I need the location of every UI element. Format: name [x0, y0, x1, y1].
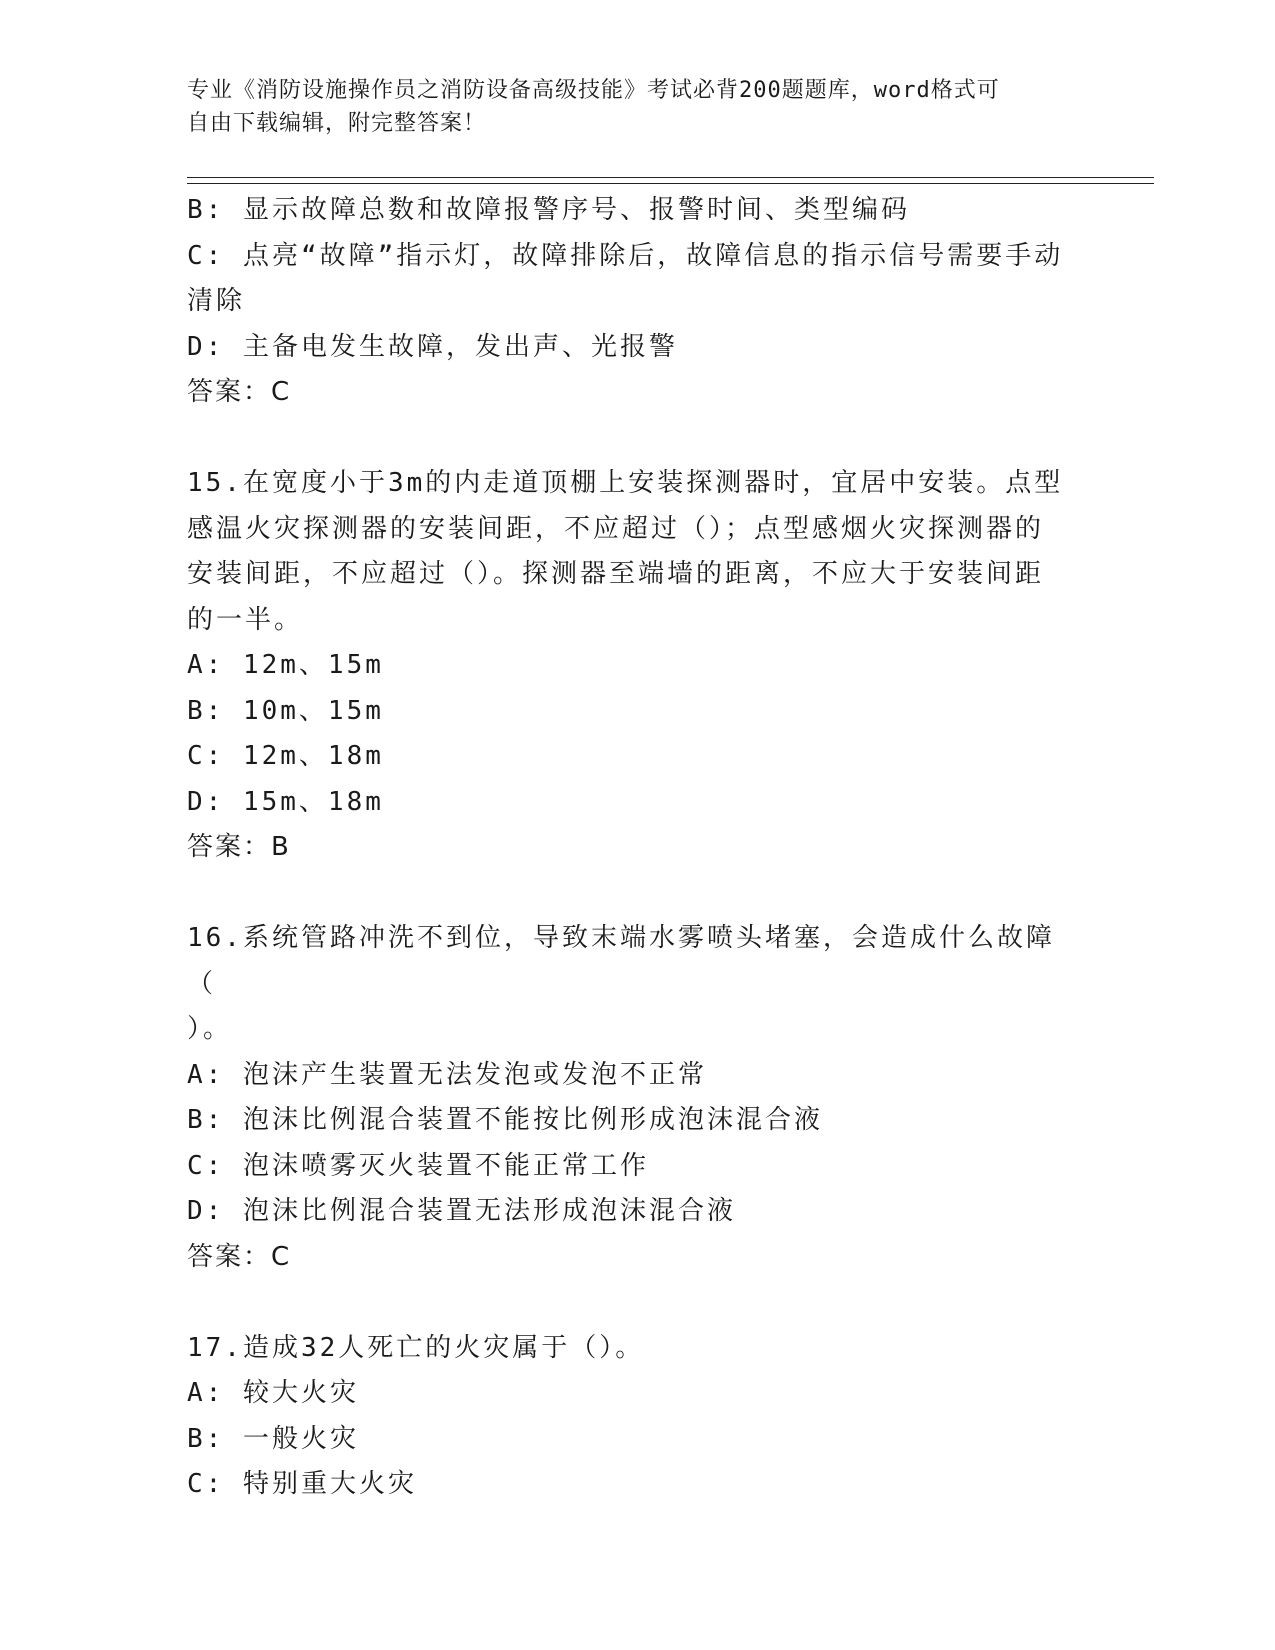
- question-15: [187, 461, 1067, 871]
- option-c: C: 泡沫喷雾灭火装置不能正常工作: [187, 1150, 649, 1181]
- option-c: C: 12m、18m: [187, 741, 384, 771]
- option-c-continued: 清除: [187, 286, 246, 316]
- header-line-2: 自由下载编辑，附完整答案！: [187, 111, 487, 136]
- option-d: D: 泡沫比例混合装置无法形成泡沫混合液: [187, 1196, 736, 1226]
- header-divider: [187, 177, 1154, 184]
- page-header: [187, 74, 1067, 140]
- option-a: A: 较大火灾: [187, 1378, 359, 1408]
- question-stem-continued: ）。: [187, 1014, 233, 1044]
- question-stem-continued: 感温火灾探测器的安装间距，不应超过（）；点型感烟火灾探测器的: [187, 513, 1045, 544]
- spacer: [187, 1280, 1067, 1326]
- spacer: [187, 416, 1067, 462]
- question-14-partial: [187, 188, 1067, 416]
- option-b: B: 10m、15m: [187, 695, 384, 726]
- question-16: [187, 916, 1067, 1280]
- answer: 答案：B: [187, 832, 291, 862]
- answer: 答案：C: [187, 1241, 292, 1272]
- option-d: D: 15m、18m: [187, 786, 384, 817]
- spacer: [187, 871, 1067, 917]
- option-c: C: 特别重大火灾: [187, 1469, 417, 1499]
- question-stem: 16.系统管路冲洗不到位，导致末端水雾喷头堵塞，会造成什么故障（: [187, 923, 1055, 999]
- answer: 答案：C: [187, 377, 292, 407]
- option-d: D: 主备电发生故障，发出声、光报警: [187, 331, 678, 362]
- option-c: C: 点亮“故障”指示灯，故障排除后，故障信息的指示信号需要手动: [187, 240, 1064, 271]
- document-body: [187, 188, 1067, 1508]
- option-a: A: 12m、15m: [187, 650, 384, 680]
- option-a: A: 泡沫产生装置无法发泡或发泡不正常: [187, 1059, 707, 1090]
- option-b: B: 一般火灾: [187, 1423, 359, 1454]
- question-stem-continued: 安装间距，不应超过（）。探测器至端墙的距离，不应大于安装间距: [187, 559, 1045, 589]
- header-line-1: 专业《消防设施操作员之消防设备高级技能》考试必背200题题库，word格式可: [187, 78, 1000, 103]
- question-stem: 15.在宽度小于3m的内走道顶棚上安装探测器时，宜居中安装。点型: [187, 468, 1064, 498]
- option-b: B: 显示故障总数和故障报警序号、报警时间、类型编码: [187, 195, 910, 225]
- question-17: [187, 1326, 1067, 1508]
- question-stem-continued: 的一半。: [187, 604, 304, 635]
- question-stem: 17.造成32人死亡的火灾属于（）。: [187, 1332, 645, 1363]
- option-b: B: 泡沫比例混合装置不能按比例形成泡沫混合液: [187, 1105, 823, 1135]
